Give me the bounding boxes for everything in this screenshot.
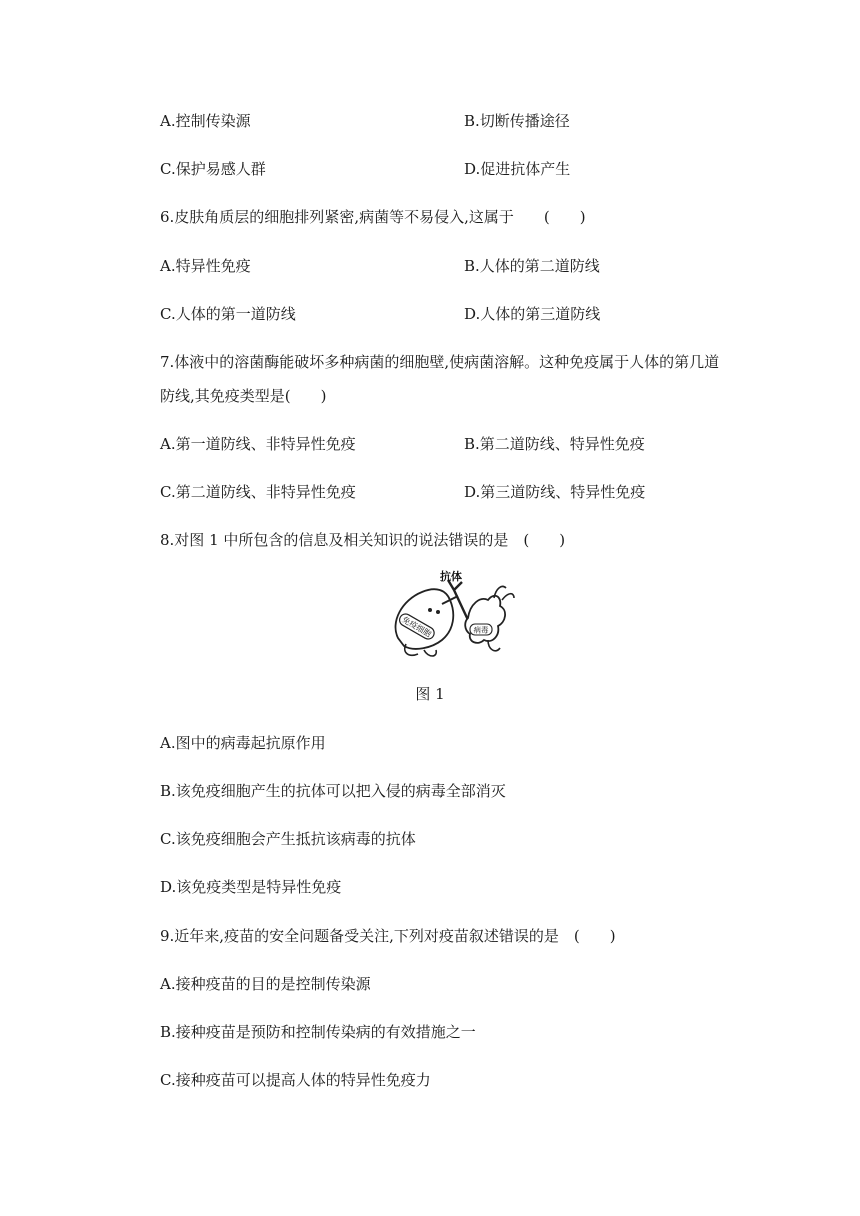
q8-option-c: C.该免疫细胞会产生抵抗该病毒的抗体 [160,830,416,848]
antibody-label: 抗体 [440,570,462,583]
q5-option-a: A.控制传染源 [160,112,251,130]
virus-label: 病毒 [473,625,489,635]
immune-cell-label: 免疫细胞 [400,615,433,639]
q9-option-b: B.接种疫苗是预防和控制传染病的有效措施之一 [160,1023,476,1041]
q5-option-b: B.切断传播途径 [464,112,570,130]
q8-option-d: D.该免疫类型是特异性免疫 [160,878,342,896]
q6-stem: 6.皮肤角质层的细胞排列紧密,病菌等不易侵入,这属于 ( ) [160,208,586,226]
q7-option-c: C.第二道防线、非特异性免疫 [160,483,356,501]
q6-option-c: C.人体的第一道防线 [160,305,296,323]
figure-caption: 图 1 [415,685,445,703]
q7-stem-line1: 7.体液中的溶菌酶能破坏多种病菌的细胞壁,使病菌溶解。这种免疫属于人体的第几道 [160,353,720,371]
q5-option-c: C.保护易感人群 [160,160,266,178]
q7-option-a: A.第一道防线、非特异性免疫 [160,435,356,453]
q9-option-c: C.接种疫苗可以提高人体的特异性免疫力 [160,1071,431,1089]
q5-option-d: D.促进抗体产生 [464,160,571,178]
immune-cell-virus-illustration [384,570,524,662]
q6-option-a: A.特异性免疫 [160,257,251,275]
q8-stem: 8.对图 1 中所包含的信息及相关知识的说法错误的是 ( ) [160,531,566,549]
q9-option-a: A.接种疫苗的目的是控制传染源 [160,975,371,993]
q8-option-b: B.该免疫细胞产生的抗体可以把入侵的病毒全部消灭 [160,782,506,800]
q6-option-b: B.人体的第二道防线 [464,257,600,275]
q9-stem: 9.近年来,疫苗的安全问题备受关注,下列对疫苗叙述错误的是 ( ) [160,927,616,945]
q7-option-b: B.第二道防线、特异性免疫 [464,435,645,453]
q7-stem-line2: 防线,其免疫类型是( ) [160,387,327,405]
q7-option-d: D.第三道防线、特异性免疫 [464,483,646,501]
virus-shape [465,596,505,643]
q8-option-a: A.图中的病毒起抗原作用 [160,734,326,752]
q6-option-d: D.人体的第三道防线 [464,305,601,323]
